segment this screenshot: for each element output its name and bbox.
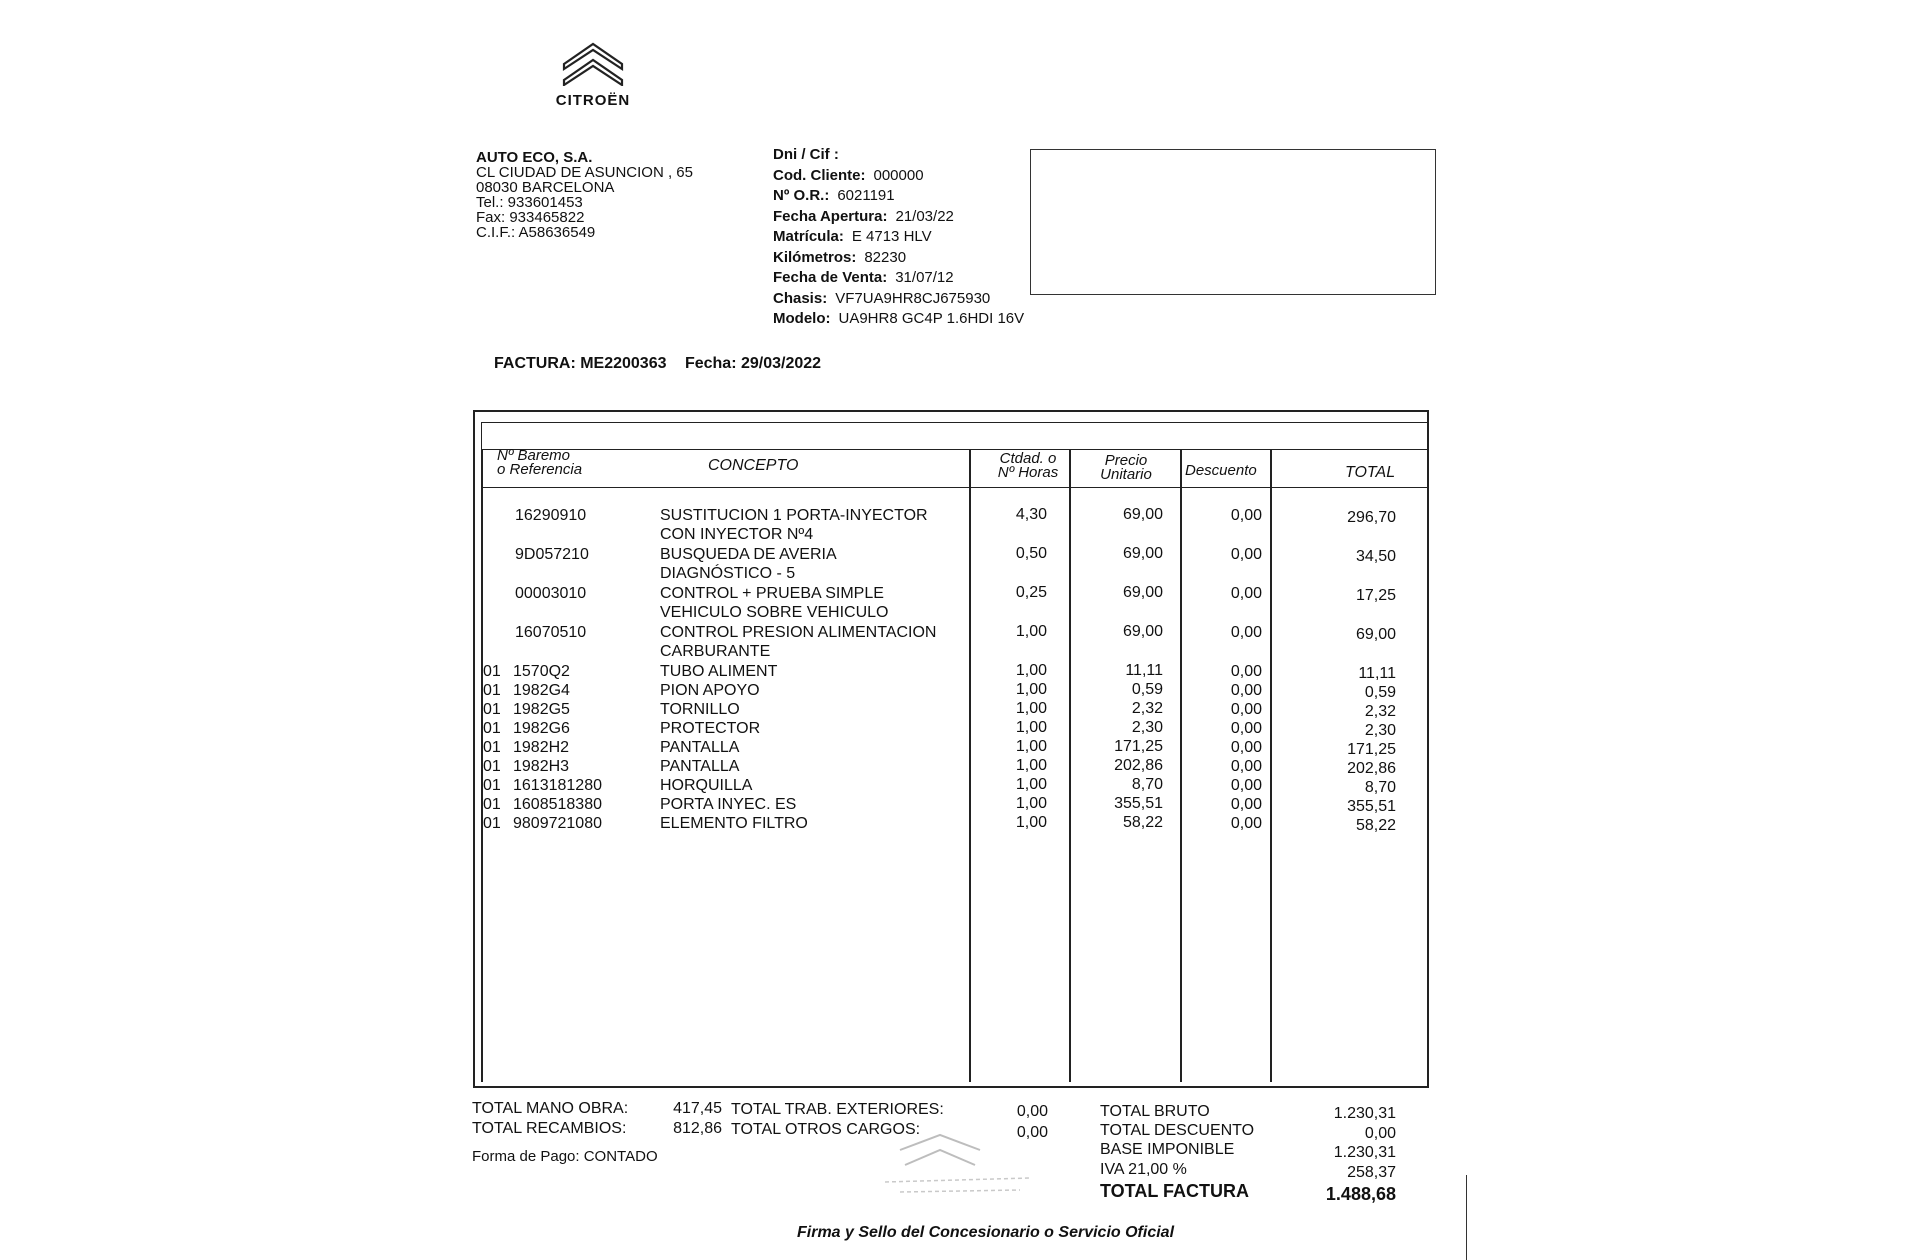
row-concept-line2: CARBURANTE	[660, 643, 771, 660]
table-left-line	[481, 422, 482, 450]
row-quantity: 1,00	[1015, 795, 1047, 812]
row-discount: 0,00	[1230, 663, 1262, 680]
row-prefix: 01	[483, 758, 501, 775]
row-concept: SUSTITUCION 1 PORTA-INYECTOR	[660, 507, 928, 524]
client-field	[773, 186, 1024, 207]
row-prefix: 01	[483, 682, 501, 699]
client-field-value: 21/03/22	[895, 207, 954, 225]
row-reference: 9D057210	[515, 546, 589, 563]
row-unit-price: 202,86	[1114, 757, 1163, 774]
row-unit-price: 58,22	[1122, 814, 1163, 831]
row-unit-price: 171,25	[1114, 738, 1163, 755]
row-concept-line2: DIAGNÓSTICO - 5	[660, 565, 796, 582]
row-discount: 0,00	[1230, 507, 1262, 524]
row-unit-price: 69,00	[1122, 623, 1163, 640]
row-concept: PORTA INYEC. ES	[660, 796, 797, 813]
row-reference: 1982G5	[513, 701, 570, 718]
row-total: 2,32	[1364, 703, 1396, 720]
row-concept: PANTALLA	[660, 758, 740, 775]
total-mano-obra-label: TOTAL MANO OBRA:	[472, 1100, 629, 1117]
company-street: CL CIUDAD DE ASUNCION , 65	[476, 164, 693, 181]
client-field-value: VF7UA9HR8CJ675930	[835, 289, 991, 307]
payment-method: Forma de Pago: CONTADO	[472, 1148, 658, 1165]
total-factura-label: TOTAL FACTURA	[1100, 1181, 1249, 1201]
row-discount: 0,00	[1230, 682, 1262, 699]
header-price: Precio Unitario	[1100, 452, 1152, 483]
row-unit-price: 0,59	[1131, 681, 1163, 698]
total-bruto-value: 1.230,31	[1333, 1105, 1396, 1122]
row-quantity: 1,00	[1015, 776, 1047, 793]
row-total: 171,25	[1347, 741, 1396, 758]
base-imponible-value: 1.230,31	[1333, 1144, 1396, 1161]
row-total: 296,70	[1347, 509, 1396, 526]
total-factura-value: 1.488,68	[1325, 1184, 1396, 1204]
header-discount: Descuento	[1185, 462, 1257, 479]
row-concept: ELEMENTO FILTRO	[660, 815, 808, 832]
row-concept: CONTROL + PRUEBA SIMPLE	[660, 585, 884, 602]
client-field-label: Kilómetros:	[773, 248, 857, 266]
row-concept: BUSQUEDA DE AVERIA	[660, 546, 837, 563]
row-total: 58,22	[1355, 817, 1396, 834]
row-concept-line2: CON INYECTOR Nº4	[660, 526, 814, 543]
row-reference: 1982G6	[513, 720, 570, 737]
items-table	[473, 410, 1429, 1088]
header-concept: CONCEPTO	[708, 457, 799, 474]
client-field	[773, 289, 1024, 310]
total-trab-ext-value: 0,00	[1016, 1103, 1048, 1120]
row-concept: TUBO ALIMENT	[660, 663, 778, 680]
company-city: 08030 BARCELONA	[476, 179, 615, 196]
row-reference: 16070510	[515, 624, 587, 641]
company-fax: Fax: 933465822	[476, 209, 585, 226]
client-field-value: E 4713 HLV	[851, 228, 932, 245]
company-cif: C.I.F.: A58636549	[476, 224, 596, 241]
row-reference: 9809721080	[513, 815, 602, 832]
column-divider	[1180, 449, 1182, 1082]
client-field-label: Chasis:	[773, 289, 828, 307]
client-field-label: Fecha de Venta:	[773, 269, 888, 286]
stamp-mark	[880, 1130, 1040, 1200]
row-concept: TORNILLO	[660, 701, 740, 718]
client-field-label: Nº O.R.:	[773, 187, 830, 204]
row-quantity: 1,00	[1015, 719, 1047, 736]
row-unit-price: 2,32	[1131, 700, 1163, 717]
row-concept: CONTROL PRESION ALIMENTACION	[660, 624, 937, 641]
row-discount: 0,00	[1230, 815, 1262, 832]
row-reference: 1982H3	[513, 758, 570, 775]
company-name: AUTO ECO, S.A.	[476, 149, 593, 166]
row-unit-price: 69,00	[1122, 506, 1163, 523]
row-unit-price: 11,11	[1125, 662, 1163, 679]
row-prefix: 01	[483, 739, 501, 756]
row-concept-line2: VEHICULO SOBRE VEHICULO	[660, 604, 889, 621]
row-unit-price: 69,00	[1122, 545, 1163, 562]
column-divider	[1069, 449, 1071, 1082]
row-total: 17,25	[1355, 587, 1396, 604]
row-prefix: 01	[483, 777, 501, 794]
row-quantity: 1,00	[1015, 814, 1047, 831]
total-otros-label: TOTAL OTROS CARGOS:	[731, 1121, 921, 1138]
row-reference: 1982H2	[513, 739, 570, 756]
row-quantity: 1,00	[1015, 681, 1047, 698]
row-reference: 00003010	[515, 585, 587, 602]
row-total: 355,51	[1347, 798, 1396, 815]
header-ref: Nº Baremo o Referencia	[497, 447, 583, 478]
column-divider	[1270, 449, 1272, 1082]
citroen-chevrons-icon	[560, 38, 626, 86]
row-total: 34,50	[1355, 548, 1396, 565]
client-field	[773, 248, 1024, 269]
iva-label: IVA 21,00 %	[1100, 1161, 1187, 1178]
row-quantity: 0,25	[1015, 584, 1047, 601]
row-discount: 0,00	[1230, 777, 1262, 794]
row-concept: HORQUILLA	[660, 777, 753, 794]
client-info	[773, 145, 1024, 330]
row-prefix: 01	[483, 815, 501, 832]
row-reference: 1613181280	[513, 777, 602, 794]
client-field	[773, 145, 1024, 166]
row-quantity: 1,00	[1015, 623, 1047, 640]
row-prefix: 01	[483, 796, 501, 813]
client-field-label: Fecha Apertura:	[773, 207, 888, 225]
company-info	[476, 150, 693, 240]
row-discount: 0,00	[1230, 624, 1262, 641]
margin-line	[1466, 1175, 1467, 1260]
client-field-value: 6021191	[837, 187, 895, 204]
total-recambios-label: TOTAL RECAMBIOS:	[472, 1120, 627, 1137]
total-mano-obra-value: 417,45	[673, 1100, 722, 1117]
client-field-label: Dni / Cif :	[773, 146, 839, 163]
row-concept: PION APOYO	[660, 682, 760, 699]
row-total: 11,11	[1358, 665, 1396, 682]
row-reference: 1608518380	[513, 796, 602, 813]
row-unit-price: 69,00	[1122, 584, 1163, 601]
row-reference: 16290910	[515, 507, 587, 524]
client-field	[773, 309, 1024, 330]
client-field	[773, 166, 1024, 187]
header-total: TOTAL	[1345, 464, 1396, 481]
signature-caption: Firma y Sello del Concesionario o Servicio Oficial	[797, 1224, 1175, 1241]
row-total: 202,86	[1347, 760, 1396, 777]
row-concept: PROTECTOR	[660, 720, 761, 737]
row-concept: PANTALLA	[660, 739, 740, 756]
total-descuento-value: 0,00	[1364, 1125, 1396, 1142]
client-field-value: 82230	[864, 248, 907, 266]
total-descuento-label: TOTAL DESCUENTO	[1100, 1122, 1255, 1139]
row-discount: 0,00	[1230, 758, 1262, 775]
table-top-line	[481, 422, 1427, 423]
iva-value: 258,37	[1347, 1164, 1396, 1181]
client-field-value: 31/07/12	[895, 269, 954, 286]
row-discount: 0,00	[1230, 720, 1262, 737]
header-qty: Ctdad. o Nº Horas	[997, 450, 1059, 481]
column-divider	[969, 449, 971, 1082]
row-quantity: 1,00	[1015, 662, 1047, 679]
row-quantity: 1,00	[1015, 700, 1047, 717]
client-field-label: Matrícula:	[773, 228, 844, 245]
row-discount: 0,00	[1230, 546, 1262, 563]
row-discount: 0,00	[1230, 701, 1262, 718]
invoice-date: Fecha: 29/03/2022	[684, 355, 822, 372]
row-quantity: 0,50	[1015, 545, 1047, 562]
row-prefix: 01	[483, 663, 501, 680]
row-unit-price: 355,51	[1114, 795, 1163, 812]
row-reference: 1570Q2	[513, 663, 570, 680]
row-unit-price: 2,30	[1131, 719, 1163, 736]
row-unit-price: 8,70	[1131, 776, 1163, 793]
brand-name: CITROËN	[555, 92, 631, 109]
invoice-header	[494, 355, 835, 373]
total-recambios-value: 812,86	[673, 1120, 722, 1137]
invoice-number: FACTURA: ME2200363	[494, 355, 667, 372]
row-reference: 1982G4	[513, 682, 570, 699]
row-discount: 0,00	[1230, 796, 1262, 813]
total-bruto-label: TOTAL BRUTO	[1100, 1103, 1210, 1120]
row-total: 69,00	[1355, 626, 1396, 643]
row-quantity: 1,00	[1015, 738, 1047, 755]
row-total: 0,59	[1364, 684, 1396, 701]
client-field	[773, 227, 1024, 248]
header-bottom-line	[481, 487, 1427, 488]
client-field-value: UA9HR8 GC4P 1.6HDI 16V	[838, 310, 1025, 327]
client-field-value: 000000	[873, 166, 924, 184]
row-discount: 0,00	[1230, 739, 1262, 756]
row-prefix: 01	[483, 701, 501, 718]
client-field-label: Cod. Cliente:	[773, 166, 866, 184]
address-box	[1030, 149, 1436, 295]
client-field	[773, 268, 1024, 289]
total-trab-ext-label: TOTAL TRAB. EXTERIORES:	[731, 1101, 944, 1118]
base-imponible-label: BASE IMPONIBLE	[1100, 1141, 1235, 1158]
row-total: 8,70	[1364, 779, 1396, 796]
row-prefix: 01	[483, 720, 501, 737]
row-quantity: 4,30	[1015, 506, 1047, 523]
row-total: 2,30	[1364, 722, 1396, 739]
company-tel: Tel.: 933601453	[476, 194, 583, 211]
header-top-line	[481, 449, 1427, 450]
client-field	[773, 207, 1024, 228]
brand-logo	[538, 38, 648, 108]
total-otros-value: 0,00	[1016, 1124, 1048, 1141]
row-quantity: 1,00	[1015, 757, 1047, 774]
client-field-label: Modelo:	[773, 310, 831, 327]
row-discount: 0,00	[1230, 585, 1262, 602]
